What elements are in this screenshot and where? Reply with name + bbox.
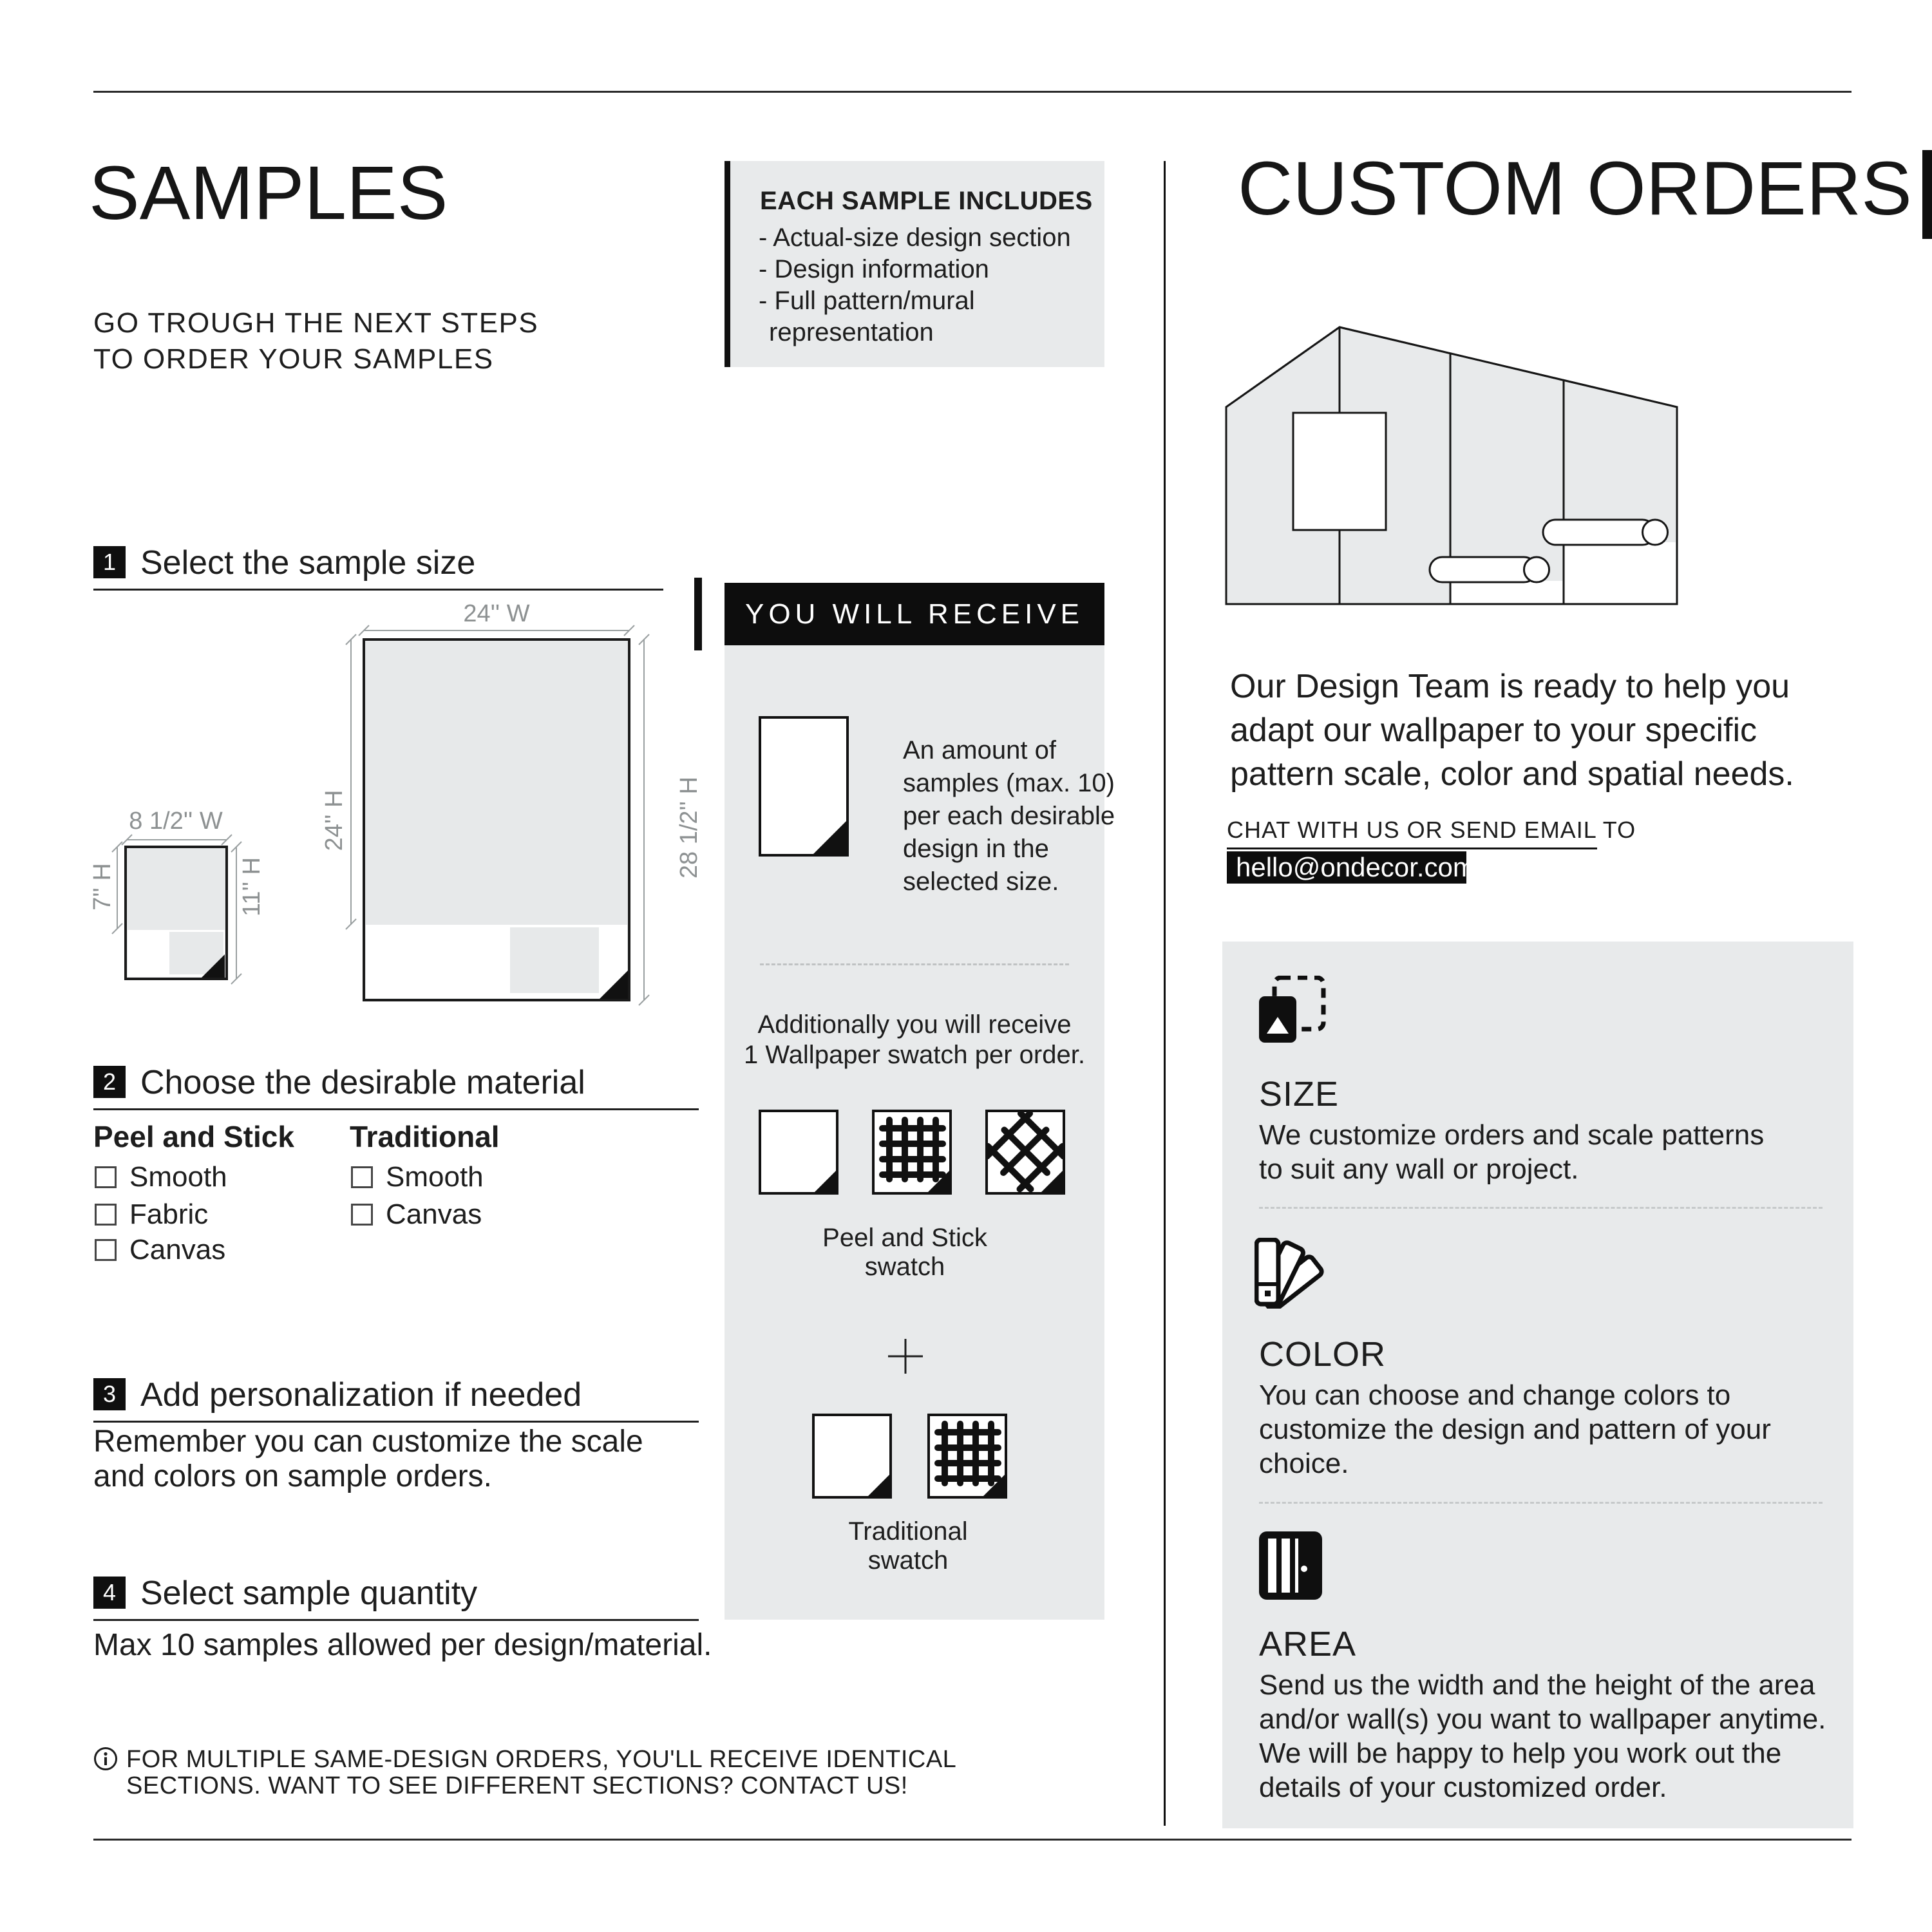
peel-swatch-label (724, 1224, 1085, 1282)
color-line-1: You can choose and change colors to (1259, 1379, 1731, 1411)
includes-item-2: - Design information (759, 255, 989, 283)
feature-color-body (1259, 1378, 1771, 1481)
traditional-option-smooth[interactable] (351, 1161, 484, 1193)
traditional-swatch-label-line-1: Traditional (848, 1517, 968, 1546)
step-3-underline (93, 1421, 699, 1423)
email-link[interactable]: hello@ondecor.com (1227, 851, 1466, 884)
traditional-swatch-label-line-2: swatch (867, 1546, 949, 1575)
step-3-note-line-2: and colors on sample orders. (93, 1459, 492, 1493)
step-2-underline (93, 1108, 699, 1110)
feature-separator-2 (1259, 1502, 1823, 1504)
feature-size-title: SIZE (1259, 1075, 1340, 1113)
samples-title: SAMPLES (89, 151, 448, 236)
amount-line-1: An amount of (903, 736, 1056, 764)
option-label: Smooth (386, 1161, 484, 1193)
peel-option-fabric[interactable] (95, 1198, 209, 1230)
info-icon (93, 1747, 118, 1771)
wall-door-icon (1259, 1531, 1322, 1600)
small-height-right-label: 11'' H (238, 857, 265, 916)
scale-image-icon (1259, 976, 1326, 1044)
chat-label: CHAT WITH US OR SEND EMAIL TO (1227, 817, 1636, 843)
option-label: Canvas (386, 1198, 482, 1230)
area-line-2: and/or wall(s) you want to wallpaper anytime. (1259, 1703, 1826, 1735)
feature-area-body (1259, 1668, 1826, 1804)
step-1-title: Select the sample size (140, 544, 476, 582)
size-line-2: to suit any wall or project. (1259, 1153, 1579, 1185)
plain-swatch-icon (812, 1414, 892, 1499)
sample-size-diagram (90, 567, 715, 1030)
peel-swatch-label-line-2: swatch (864, 1253, 945, 1281)
step-4-note: Max 10 samples allowed per design/material. (93, 1628, 712, 1662)
additional-line-2: 1 Wallpaper swatch per order. (744, 1041, 1085, 1069)
checkbox-icon[interactable] (95, 1166, 117, 1188)
step-2-number: 2 (93, 1066, 126, 1098)
sample-sheet-icon (759, 716, 849, 857)
step-3-number: 3 (93, 1378, 126, 1410)
intro-line-2: TO ORDER YOUR SAMPLES (93, 343, 494, 375)
grid-swatch-icon (927, 1414, 1007, 1499)
checkbox-icon[interactable] (351, 1166, 373, 1188)
receive-separator (760, 963, 1069, 965)
additional-text (724, 1010, 1104, 1070)
edge-tab-right (1922, 150, 1932, 239)
area-line-3: We will be happy to help you work out the (1259, 1738, 1782, 1769)
bottom-rule (93, 1839, 1852, 1841)
you-will-receive-band: YOU WILL RECEIVE (724, 583, 1104, 645)
step-3-note (93, 1425, 643, 1494)
paragraph-line-3: pattern scale, color and spatial needs. (1230, 755, 1794, 793)
traditional-swatch-label (724, 1517, 1092, 1575)
footnote-line-2: SECTIONS. WANT TO SEE DIFFERENT SECTIONS? CONTACT US! (126, 1772, 908, 1799)
checkbox-icon[interactable] (351, 1204, 373, 1226)
top-rule (93, 91, 1852, 93)
includes-title: EACH SAMPLE INCLUDES (760, 187, 1093, 215)
color-line-2: customize the design and pattern of your (1259, 1414, 1771, 1445)
design-team-paragraph (1230, 665, 1794, 796)
feature-area-title: AREA (1259, 1625, 1357, 1663)
amount-line-3: per each desirable (903, 802, 1115, 830)
small-height-left-label: 7'' H (88, 863, 116, 911)
feature-separator-1 (1259, 1207, 1823, 1209)
amount-line-5: selected size. (903, 867, 1059, 896)
additional-line-1: Additionally you will receive (757, 1010, 1072, 1039)
large-height-right-label: 28 1/2'' H (675, 776, 703, 879)
plain-swatch-icon (759, 1110, 838, 1195)
feature-size-body (1259, 1118, 1764, 1186)
amount-line-2: samples (max. 10) (903, 769, 1115, 797)
intro-line-1: GO TROUGH THE NEXT STEPS (93, 307, 539, 339)
plus-icon (887, 1338, 924, 1375)
area-line-4: details of your customized order. (1259, 1772, 1667, 1803)
option-label: Canvas (129, 1234, 226, 1265)
large-height-left-label: 24'' H (320, 790, 348, 851)
traditional-heading: Traditional (350, 1120, 500, 1153)
checkbox-icon[interactable] (95, 1239, 117, 1261)
small-width-label: 8 1/2'' W (129, 807, 223, 835)
color-line-3: choice. (1259, 1448, 1349, 1479)
paragraph-line-2: adapt our wallpaper to your specific (1230, 712, 1757, 749)
checkbox-icon[interactable] (95, 1204, 117, 1226)
footnote (126, 1747, 956, 1799)
option-label: Smooth (129, 1161, 227, 1193)
peel-swatch-label-line-1: Peel and Stick (822, 1224, 987, 1252)
color-swatches-icon (1255, 1238, 1327, 1309)
includes-item-4: representation (769, 318, 934, 346)
peel-option-smooth[interactable] (95, 1161, 227, 1193)
amount-text (903, 734, 1115, 898)
chat-underline (1227, 848, 1597, 849)
paragraph-line-1: Our Design Team is ready to help you (1230, 668, 1790, 705)
grid-swatch-icon (872, 1110, 952, 1195)
option-label: Fabric (129, 1198, 209, 1230)
each-sample-includes-box (724, 161, 1104, 367)
size-line-1: We customize orders and scale patterns (1259, 1119, 1765, 1151)
samples-intro (93, 305, 538, 377)
includes-items (759, 222, 1071, 348)
includes-item-1: - Actual-size design section (759, 223, 1071, 252)
step-4-underline (93, 1619, 699, 1621)
amount-line-4: design in the (903, 835, 1049, 863)
peel-option-canvas[interactable] (95, 1234, 226, 1265)
includes-item-3: - Full pattern/mural (759, 287, 975, 315)
step-1-number: 1 (93, 546, 126, 578)
crosshatch-swatch-icon (985, 1110, 1065, 1195)
step-2-title: Choose the desirable material (140, 1064, 585, 1101)
step-4-number: 4 (93, 1577, 126, 1609)
custom-orders-title: CUSTOM ORDERS (1238, 146, 1912, 231)
step-3-note-line-1: Remember you can customize the scale (93, 1425, 643, 1459)
column-divider (1164, 161, 1166, 1826)
house-wallpaper-illustration (1224, 322, 1681, 609)
large-width-label: 24'' W (463, 600, 530, 627)
traditional-option-canvas[interactable] (351, 1198, 482, 1230)
footnote-line-1: FOR MULTIPLE SAME-DESIGN ORDERS, YOU'LL RECEIVE IDENTICAL (126, 1746, 957, 1773)
step-3-title: Add personalization if needed (140, 1376, 582, 1414)
step-4-title: Select sample quantity (140, 1575, 478, 1612)
peel-and-stick-heading: Peel and Stick (93, 1120, 294, 1153)
area-line-1: Send us the width and the height of the area (1259, 1669, 1815, 1701)
feature-color-title: COLOR (1259, 1335, 1387, 1374)
